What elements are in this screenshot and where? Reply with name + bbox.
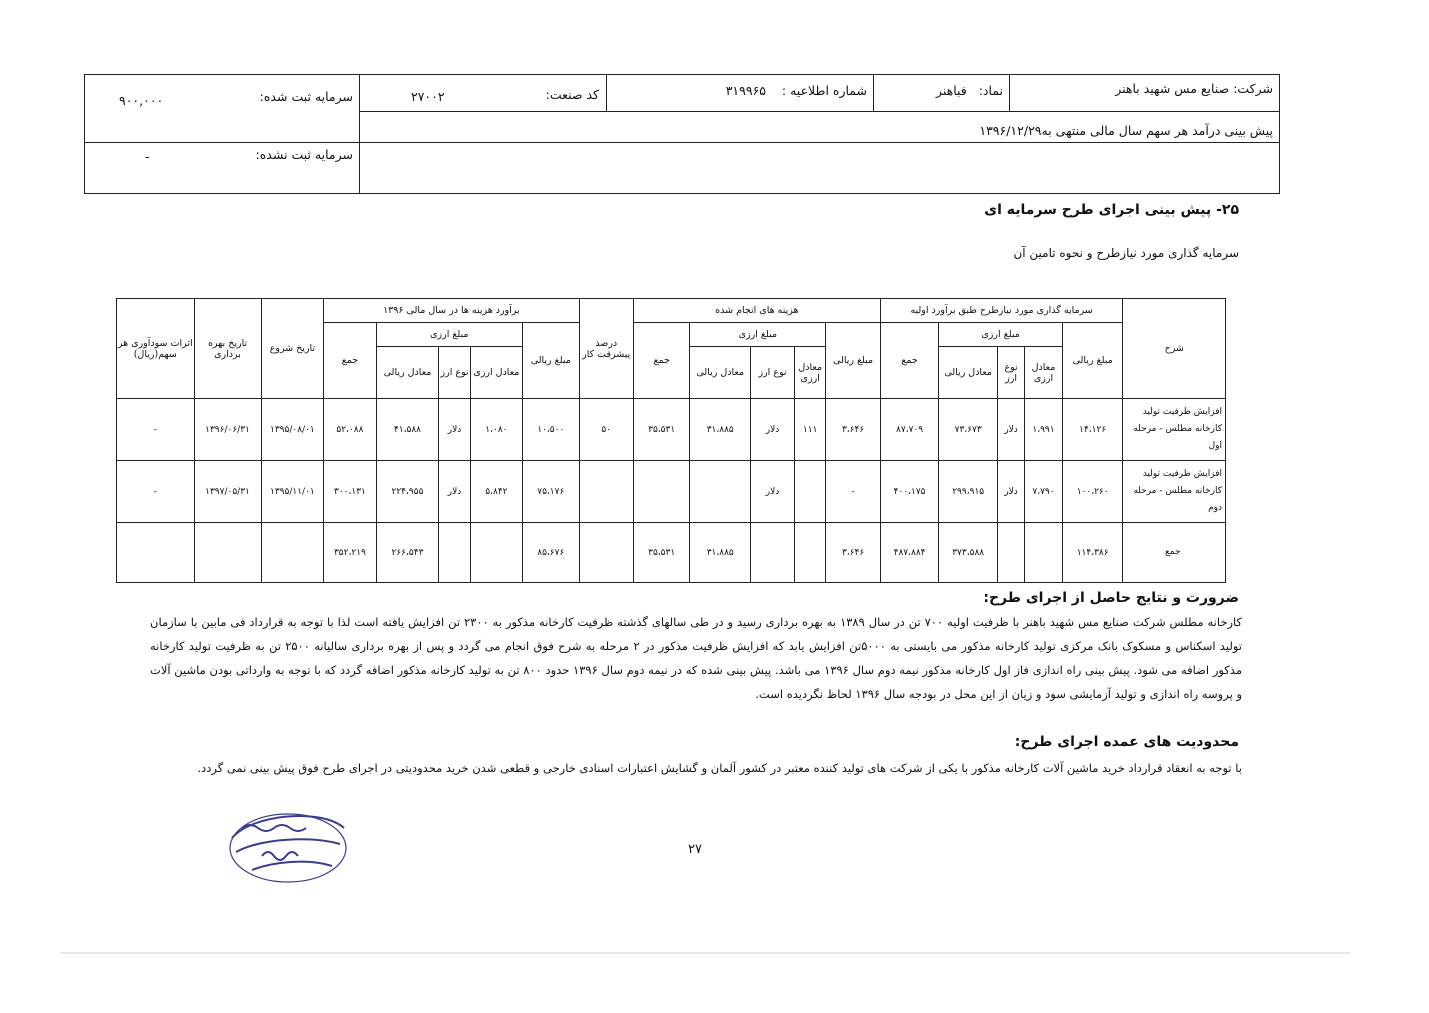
unreg-capital-label: سرمایه ثبت نشده:: [255, 147, 353, 162]
header-investment-group: سرمایه گذاری مورد نیازطرح طبق برآورد اولیه: [880, 299, 1123, 323]
header-divider: [85, 142, 1279, 143]
header-box: [84, 74, 1280, 194]
necessity-text: کارخانه مطلس شرکت صنایع مس شهید باهنر با ظرفیت اولیه ۷۰۰ تن در سال ۱۳۸۹ به بهره برداری رسید و در طی سالهای گذشته ظرفیت کارخانه مذکور به ۲۳۰۰ تن افزایش یافته است لذا با توجه به قرارداد فی مابین با سازمان تولید اسکناس و مسکوک بانک مرکزی تولید کارخانه مذکور می بایستی به ۵۰۰۰تن افزایش یابد که افزایش ظرفیت مذکور در ۲ مرحله به شرح فوق انجام می گردد و پس از بهره برداری سالیانه ۲۵۰۰ تن به ظرفیت تولید کارخانه مذکور اضافه می شود. پیش بینی راه اندازی فاز اول کارخانه مذکور نیمه دوم سال ۱۳۹۶ می باشد. پیش بینی شده که در نیمه دوم سال ۱۳۹۶ حدود ۸۰۰ تن به تولید کارخانه مذکور اضافه گردد که با توجه به وارداتی بودن ماشین آلات و پروسه راه اندازی و تولید آزمایشی سود و زیان از این محل در بودجه سال ۱۳۹۶ لحاظ نگردیده است.: [150, 615, 1243, 701]
limits-title: محدودیت های عمده اجرای طرح:: [1014, 734, 1239, 750]
cell: ۲۶۶،۵۴۳: [376, 523, 439, 583]
cell: ۷،۷۹۰: [1025, 461, 1063, 523]
scan-edge: [60, 952, 1350, 954]
header-fx-type: نوع ارز: [751, 347, 795, 399]
cell: [579, 461, 633, 523]
header-fx-equiv: معادل ارزی: [1025, 347, 1063, 399]
audit-stamp-icon: [222, 808, 354, 886]
cell: [470, 523, 522, 583]
header-rial-equiv: معادل ریالی: [376, 347, 439, 399]
cell: ۱،۰۸۰: [470, 399, 522, 461]
cell: ۱۰۰،۲۶۰: [1062, 461, 1123, 523]
row-desc: جمع: [1123, 523, 1226, 583]
cell: دلار: [997, 461, 1024, 523]
symbol-field: نماد: فباهنر: [935, 83, 1003, 98]
header-rial-equiv: معادل ریالی: [939, 347, 998, 399]
notice-field: شماره اطلاعیه : ۳۱۹۹۶۵: [725, 83, 867, 98]
cell: ۳۷۳،۵۸۸: [939, 523, 998, 583]
header-vline: [359, 75, 360, 193]
cell: [194, 523, 261, 583]
cell: ۳۵،۵۳۱: [633, 523, 689, 583]
cell: [579, 523, 633, 583]
header-start: تاریخ شروع: [261, 299, 324, 399]
cell: ۳۰۰،۱۳۱: [324, 461, 376, 523]
row-desc: افزایش ظرفیت تولید کارخانه مطلس - مرحله اول: [1123, 399, 1226, 461]
unreg-capital-value: -: [145, 149, 150, 164]
cell: ۱۳۹۷/۰۵/۳۱: [194, 461, 261, 523]
cell: ۱۳۹۵/۰۸/۰۱: [261, 399, 324, 461]
cell: ۴۸۷،۸۸۴: [880, 523, 939, 583]
cell: ۳،۶۴۶: [826, 523, 880, 583]
table-row: [117, 461, 1226, 523]
header-rial-amount: مبلغ ریالی: [826, 323, 880, 399]
header-effect: اثرات سودآوری هر سهم(ریال): [117, 299, 195, 399]
header-forecast-group: برآورد هزینه ها در سال مالی ۱۳۹۶: [324, 299, 579, 323]
header-fx-amount: مبلغ ارزی: [939, 323, 1062, 347]
header-fx-amount: مبلغ ارزی: [690, 323, 826, 347]
table-row-total: [117, 523, 1226, 583]
cell: [439, 523, 470, 583]
cell: ۸۵،۶۷۶: [523, 523, 579, 583]
page-number: ۲۷: [688, 842, 702, 857]
header-spent-group: هزینه های انجام شده: [633, 299, 880, 323]
header-operation: تاریخ بهره برداری: [194, 299, 261, 399]
cell: ۱۰،۵۰۰: [523, 399, 579, 461]
header-fx-equiv: معادل ارزی: [795, 347, 826, 399]
cell: ۳۵۲،۲۱۹: [324, 523, 376, 583]
header-rial-amount: مبلغ ریالی: [1062, 323, 1123, 399]
header-rial-amount: مبلغ ریالی: [523, 323, 579, 399]
header-vline: [1009, 75, 1010, 111]
cell: ۱۱۱: [795, 399, 826, 461]
header-total: جمع: [880, 323, 939, 399]
company-field: شرکت: صنایع مس شهید باهنر: [1115, 81, 1273, 96]
header-fx-amount: مبلغ ارزی: [376, 323, 522, 347]
cell: ۷۵،۱۷۶: [523, 461, 579, 523]
cell: -: [117, 399, 195, 461]
cell: -: [117, 461, 195, 523]
eps-forecast-field: پیش بینی درآمد هر سهم سال مالی منتهی به۱۳۹۶/۱۲/۲۹: [979, 123, 1273, 138]
cell: ۳۱،۸۸۵: [690, 523, 751, 583]
cell: ۵۲،۰۸۸: [324, 399, 376, 461]
cell: ۳،۶۴۶: [826, 399, 880, 461]
cell: ۳۵،۵۳۱: [633, 399, 689, 461]
cell: [795, 523, 826, 583]
section-subtitle: سرمایه گذاری مورد نیازطرح و نحوه تامین آن: [1013, 246, 1239, 260]
cell: [690, 461, 751, 523]
cell: [117, 523, 195, 583]
cell: [751, 523, 795, 583]
cell: ۷۳،۶۷۳: [939, 399, 998, 461]
cell: ۲۹۹،۹۱۵: [939, 461, 998, 523]
cell: ۵۰: [579, 399, 633, 461]
cell: [633, 461, 689, 523]
cell: ۱۱۴،۳۸۶: [1062, 523, 1123, 583]
header-fx-type: نوع ارز: [997, 347, 1024, 399]
cell: [997, 523, 1024, 583]
cell: ۱۳۹۶/۰۶/۳۱: [194, 399, 261, 461]
row-desc: افزایش ظرفیت تولید کارخانه مطلس - مرحله دوم: [1123, 461, 1226, 523]
cell: [261, 523, 324, 583]
cell: دلار: [439, 461, 470, 523]
cell: [795, 461, 826, 523]
reg-capital-label: سرمایه ثبت شده:: [259, 89, 353, 104]
header-total: جمع: [324, 323, 376, 399]
header-progress: درصد پیشرفت کار: [579, 299, 633, 399]
cell: دلار: [997, 399, 1024, 461]
cell: ۵،۸۴۲: [470, 461, 522, 523]
cell: [1025, 523, 1063, 583]
cell: ۴۰۰،۱۷۵: [880, 461, 939, 523]
necessity-title: ضرورت و نتایج حاصل از اجرای طرح:: [983, 590, 1239, 606]
table-row: [117, 399, 1226, 461]
header-desc: شرح: [1123, 299, 1226, 399]
industry-value: ۲۷۰۰۲: [411, 89, 445, 104]
cell: ۱۳۹۵/۱۱/۰۱: [261, 461, 324, 523]
header-divider-2: [359, 111, 1279, 112]
cell: ۱۴،۱۲۶: [1062, 399, 1123, 461]
header-vline: [873, 75, 874, 111]
section-title: ۲۵- پیش بینی اجرای طرح سرمایه ای: [984, 202, 1239, 218]
reg-capital-value: ۹۰۰,۰۰۰: [119, 93, 164, 108]
cell: ۲۲۴،۹۵۵: [376, 461, 439, 523]
header-fx-equiv: معادل ارزی: [470, 347, 522, 399]
limits-text: با توجه به انعقاد قرارداد خرید ماشین آلات کارخانه مذکور با یکی از شرکت های تولید کننده معتبر در کشور آلمان و گشایش اعتبارات اسنادی خارجی و قطعی شدن خرید محدودیتی در اجرای طرح فوق پیش بینی نمی گردد.: [197, 761, 1242, 775]
cell: ۸۷،۷۰۹: [880, 399, 939, 461]
cell: ۱،۹۹۱: [1025, 399, 1063, 461]
cell: دلار: [751, 461, 795, 523]
investment-table: [116, 298, 1226, 583]
cell: دلار: [439, 399, 470, 461]
industry-label: کد صنعت:: [545, 87, 599, 102]
cell: دلار: [751, 399, 795, 461]
header-rial-equiv: معادل ریالی: [690, 347, 751, 399]
cell: ۳۱،۸۸۵: [690, 399, 751, 461]
header-fx-type: نوع ارز: [439, 347, 470, 399]
cell: ۴۱،۵۸۸: [376, 399, 439, 461]
header-vline: [606, 75, 607, 111]
header-total: جمع: [633, 323, 689, 399]
cell: -: [826, 461, 880, 523]
